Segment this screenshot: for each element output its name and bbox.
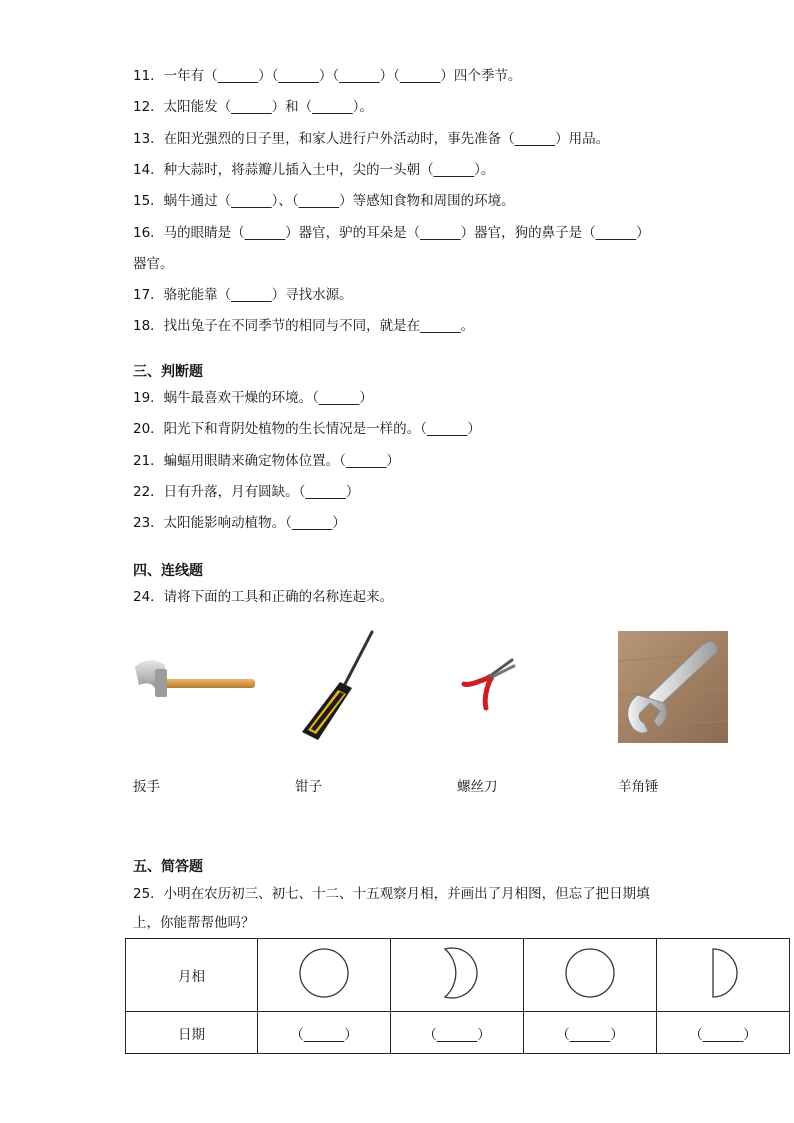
- table-header-moon-phase: 月相: [126, 939, 258, 1012]
- question-17: 17．骆驼能靠（______）寻找水源。: [133, 287, 353, 303]
- date-blank-1[interactable]: （______）: [258, 1012, 391, 1054]
- tool-name-pliers: 钳子: [295, 779, 322, 795]
- tool-name-claw-hammer: 羊角锤: [618, 779, 659, 795]
- screwdriver-icon: [296, 628, 382, 743]
- question-25-line1: 25．小明在农历初三、初七、十二、十五观察月相，并画出了月相图，但忘了把日期填: [133, 886, 650, 902]
- question-15: 15．蜗牛通过（______）、（______）等感知食物和周围的环境。: [133, 193, 515, 209]
- question-22: 22．日有升落，月有圆缺。（______）: [133, 484, 360, 500]
- date-blank-3[interactable]: （______）: [524, 1012, 657, 1054]
- moon-phase-table: [125, 938, 790, 1054]
- tool-name-screwdriver: 螺丝刀: [457, 779, 498, 795]
- tool-name-wrench: 扳手: [133, 779, 160, 795]
- pliers-icon: [460, 656, 518, 712]
- question-19: 19．蜗牛最喜欢干燥的环境。（______）: [133, 390, 373, 406]
- moon-cell-1: [258, 939, 391, 1012]
- half-moon-icon: [693, 945, 753, 1001]
- question-13: 13．在阳光强烈的日子里，和家人进行户外活动时，事先准备（______）用品。: [133, 131, 610, 147]
- section-4-title: 四、连线题: [133, 563, 203, 579]
- question-21: 21．蝙蝠用眼睛来确定物体位置。（______）: [133, 453, 400, 469]
- table-header-date: 日期: [126, 1012, 258, 1054]
- wrench-icon: [618, 631, 728, 743]
- table-row: [126, 939, 790, 1012]
- question-14: 14．种大蒜时，将蒜瓣儿插入土中，尖的一头朝（______）。: [133, 162, 495, 178]
- question-25-line2: 上，你能帮帮他吗？: [133, 915, 255, 931]
- crescent-moon-icon: [427, 945, 487, 1001]
- question-16-continued: 器官。: [133, 256, 174, 272]
- hammer-icon: [133, 655, 257, 700]
- question-18: 18．找出兔子在不同季节的相同与不同，就是在______。: [133, 318, 475, 334]
- question-12: 12．太阳能发（______）和（______）。: [133, 99, 373, 115]
- question-23: 23．太阳能影响动植物。（______）: [133, 515, 346, 531]
- question-16: 16．马的眼睛是（______）器官，驴的耳朵是（______）器官，狗的鼻子是（______）: [133, 225, 650, 241]
- section-5-title: 五、简答题: [133, 859, 203, 875]
- section-3-title: 三、判断题: [133, 364, 203, 380]
- date-blank-2[interactable]: （______）: [391, 1012, 524, 1054]
- moon-cell-3: [524, 939, 657, 1012]
- date-blank-4[interactable]: （______）: [657, 1012, 790, 1054]
- question-20: 20．阳光下和背阴处植物的生长情况是一样的。（______）: [133, 421, 481, 437]
- moon-cell-4: [657, 939, 790, 1012]
- question-11: 11．一年有（______）（______）（______）（______）四个季节。: [133, 68, 522, 84]
- moon-cell-2: [391, 939, 524, 1012]
- question-24: 24．请将下面的工具和正确的名称连起来。: [133, 589, 394, 605]
- table-row: [126, 1012, 790, 1054]
- full-moon-icon: [560, 945, 620, 1001]
- full-moon-icon: [294, 945, 354, 1001]
